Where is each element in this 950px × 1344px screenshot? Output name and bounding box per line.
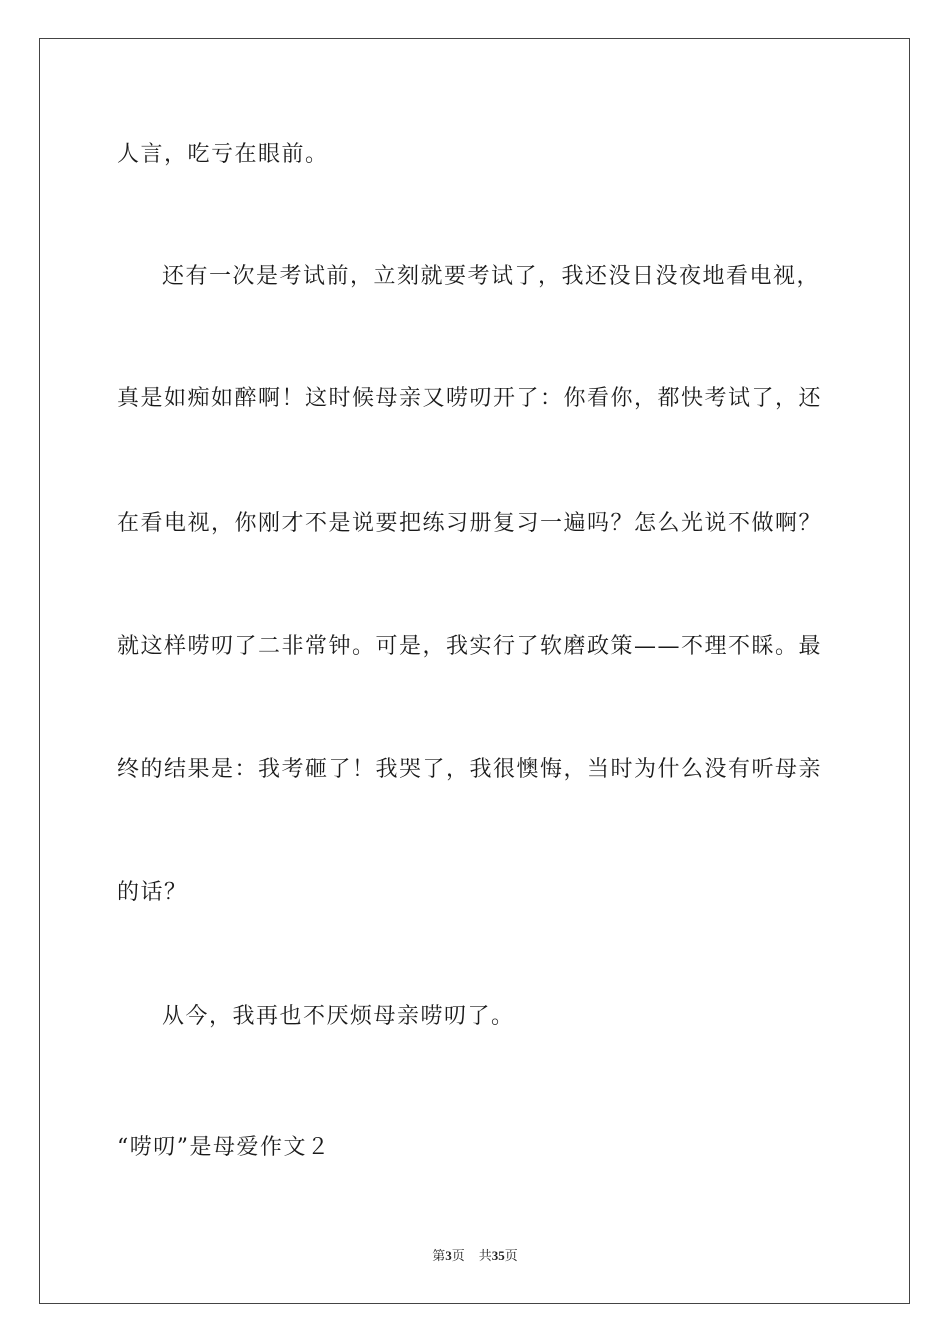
paragraph-line: 从今，我再也不厌烦母亲唠叨了。 <box>162 1004 515 1029</box>
body-text-line: 真是如痴如醉啊！这时候母亲又唠叨开了：你看你，都快考试了，还 <box>117 386 823 411</box>
total-suffix: 页 <box>504 1249 518 1264</box>
page-footer <box>0 1247 950 1266</box>
page-suffix: 页 <box>451 1249 465 1264</box>
section-heading: “唠叨”是母爱作文２ <box>117 1135 331 1160</box>
body-text-line: 就这样唠叨了二非常钟。可是，我实行了软磨政策——不理不睬。最 <box>117 634 823 659</box>
body-text-line: 在看电视，你刚才不是说要把练习册复习一遍吗？怎么光说不做啊？ <box>117 511 823 536</box>
page-prefix: 第 <box>432 1249 446 1264</box>
page-number: 3 <box>445 1248 452 1263</box>
total-pages: 35 <box>491 1248 505 1263</box>
body-text-line: 人言，吃亏在眼前。 <box>117 142 329 167</box>
body-text-line: 终的结果是：我考砸了！我哭了，我很懊悔，当时为什么没有听母亲 <box>117 757 823 782</box>
paragraph-line: 还有一次是考试前，立刻就要考试了，我还没日没夜地看电视， <box>162 264 821 289</box>
page-border <box>39 38 910 1304</box>
total-prefix: 共 <box>478 1249 492 1264</box>
body-text-line: 的话？ <box>117 880 188 905</box>
